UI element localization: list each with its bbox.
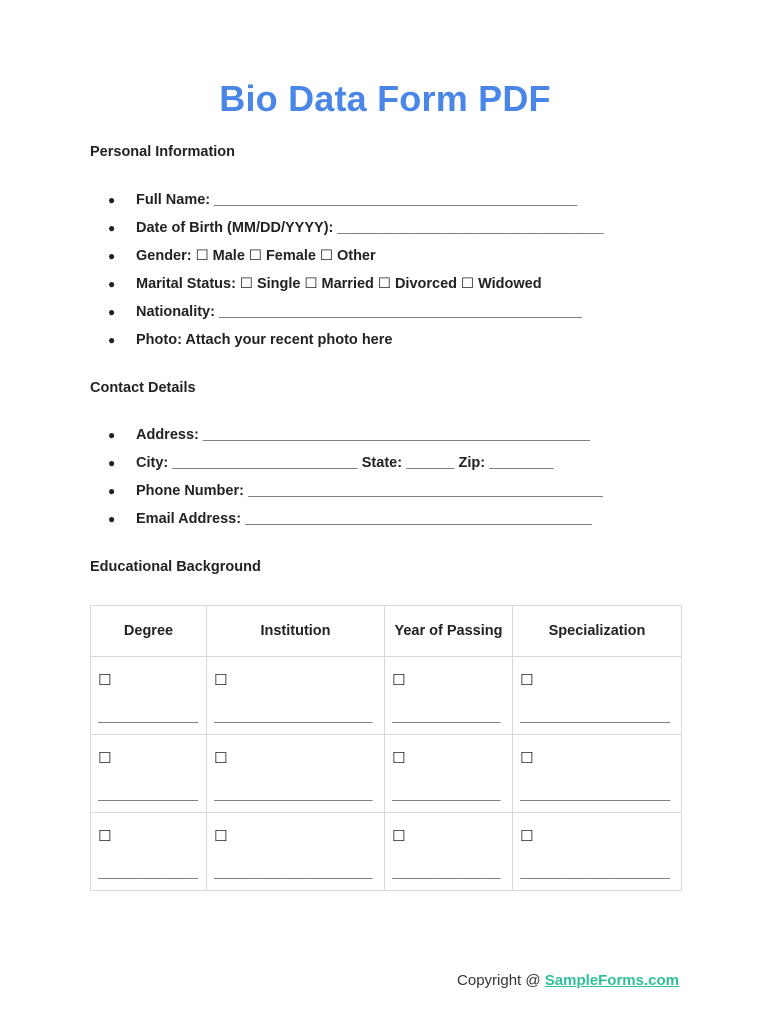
column-header-institution: Institution xyxy=(207,606,385,657)
checkbox-icon[interactable]: ☐ xyxy=(214,750,228,767)
table-row xyxy=(91,657,682,735)
list-item-address: ● Address: ________________________________________________ xyxy=(108,421,603,449)
table-cell[interactable] xyxy=(91,813,207,891)
bullet-icon: ● xyxy=(108,277,116,291)
bullet-icon: ● xyxy=(108,249,116,263)
table-cell[interactable] xyxy=(91,735,207,813)
list-item-marital-status: ● Marital Status: ☐ Single ☐ Married ☐ Divorced ☐ Widowed xyxy=(108,270,604,298)
blank-line: _____________ xyxy=(392,708,501,725)
checkbox-icon[interactable]: ☐ xyxy=(98,672,112,689)
bullet-icon: ● xyxy=(108,305,116,319)
column-header-specialization: Specialization xyxy=(513,606,682,657)
checkbox-icon[interactable]: ☐ xyxy=(98,828,112,845)
checkbox-icon[interactable]: ☐ xyxy=(520,750,534,767)
contact-details-list xyxy=(108,421,603,533)
list-item-full-name: ● Full Name: _____________________________________________ xyxy=(108,186,604,214)
blank-line: __________________ xyxy=(520,864,671,881)
bullet-icon: ● xyxy=(108,193,116,207)
table-cell[interactable] xyxy=(513,657,682,735)
bullet-icon: ● xyxy=(108,456,116,470)
table-header-row xyxy=(91,606,682,657)
blank-line: ___________________ xyxy=(214,864,373,881)
bullet-icon: ● xyxy=(108,512,116,526)
table-cell[interactable] xyxy=(207,813,385,891)
list-item-photo: ● Photo: Attach your recent photo here xyxy=(108,326,604,354)
table-cell[interactable] xyxy=(207,735,385,813)
section-heading-personal: Personal Information xyxy=(90,144,236,160)
bullet-icon: ● xyxy=(108,333,116,347)
blank-line: ____________ xyxy=(98,708,199,725)
page-title: Bio Data Form PDF xyxy=(219,78,551,119)
table-row xyxy=(91,813,682,891)
footer-copyright xyxy=(457,972,679,989)
table-row xyxy=(91,735,682,813)
column-header-degree: Degree xyxy=(91,606,207,657)
section-heading-contact: Contact Details xyxy=(90,380,196,396)
section-heading-education: Educational Background xyxy=(90,559,261,575)
list-item-city-state-zip: ● City: _______________________ State: ______ Zip: ________ xyxy=(108,449,603,477)
checkbox-icon[interactable]: ☐ xyxy=(98,750,112,767)
table-cell[interactable] xyxy=(385,735,513,813)
checkbox-icon[interactable]: ☐ xyxy=(520,828,534,845)
table-cell[interactable] xyxy=(385,657,513,735)
table-cell[interactable] xyxy=(513,735,682,813)
bullet-icon: ● xyxy=(108,221,116,235)
blank-line: ___________________ xyxy=(214,708,373,725)
bullet-icon: ● xyxy=(108,428,116,442)
list-item-nationality: ● Nationality: _____________________________________________ xyxy=(108,298,604,326)
blank-line: _____________ xyxy=(392,786,501,803)
blank-line: __________________ xyxy=(520,786,671,803)
checkbox-icon[interactable]: ☐ xyxy=(520,672,534,689)
list-item-gender: ● Gender: ☐ Male ☐ Female ☐ Other xyxy=(108,242,604,270)
blank-line: ___________________ xyxy=(214,786,373,803)
checkbox-icon[interactable]: ☐ xyxy=(392,672,406,689)
table-cell[interactable] xyxy=(91,657,207,735)
bullet-icon: ● xyxy=(108,484,116,498)
blank-line: _____________ xyxy=(392,864,501,881)
blank-line: ____________ xyxy=(98,864,199,881)
checkbox-icon[interactable]: ☐ xyxy=(214,672,228,689)
personal-info-list xyxy=(108,186,604,354)
list-item-phone: ● Phone Number: ____________________________________________ xyxy=(108,477,603,505)
blank-line: __________________ xyxy=(520,708,671,725)
copyright-text: Copyright @ xyxy=(457,972,545,989)
checkbox-icon[interactable]: ☐ xyxy=(392,750,406,767)
column-header-year-of-passing: Year of Passing xyxy=(385,606,513,657)
list-item-date-of-birth: ● Date of Birth (MM/DD/YYYY): _________________________________ xyxy=(108,214,604,242)
checkbox-icon[interactable]: ☐ xyxy=(392,828,406,845)
education-table xyxy=(90,605,682,891)
list-item-email: ● Email Address: ___________________________________________ xyxy=(108,505,603,533)
checkbox-icon[interactable]: ☐ xyxy=(214,828,228,845)
blank-line: ____________ xyxy=(98,786,199,803)
table-cell[interactable] xyxy=(385,813,513,891)
table-cell[interactable] xyxy=(207,657,385,735)
brand-link[interactable]: SampleForms.com xyxy=(544,972,679,989)
table-cell[interactable] xyxy=(513,813,682,891)
